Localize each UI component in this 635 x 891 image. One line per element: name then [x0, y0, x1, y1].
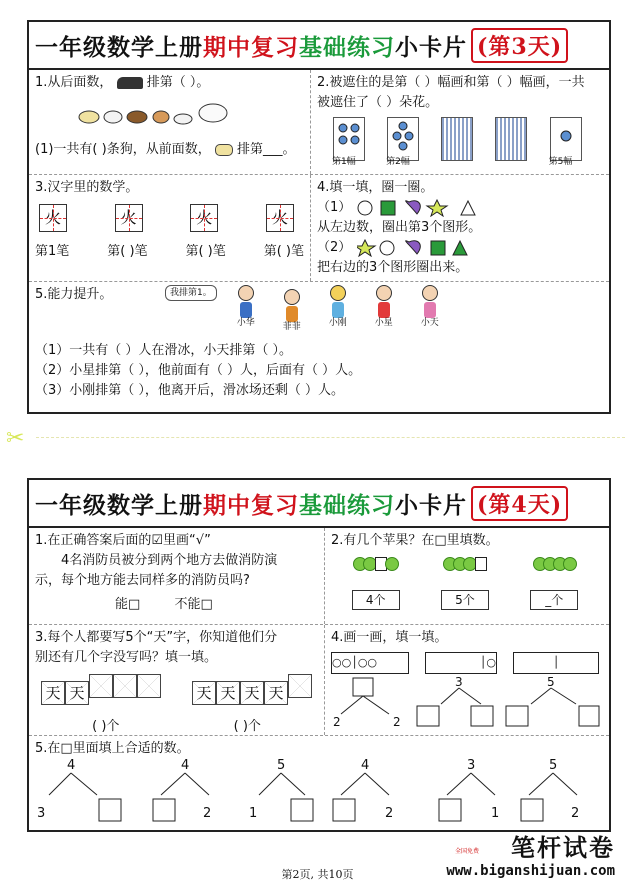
dot-box-partial: │○	[425, 652, 497, 674]
question-4	[311, 175, 605, 281]
card-day4	[27, 478, 611, 832]
question-text: 示，每个地方能去同样多的消防员吗?	[35, 573, 250, 588]
tree-right: 2	[571, 806, 580, 821]
tree-top: 5	[549, 759, 558, 773]
sub-question: （1）一共有（ ）人在滑冰，小天排第（ ）。	[35, 343, 293, 358]
speech-bubble: 我排第1。	[165, 285, 217, 301]
caption: 第5幅	[548, 157, 573, 167]
question-text: 4.填一填，圈一圈。	[317, 180, 434, 195]
char-stroke-box: 火	[115, 204, 143, 232]
kid-name: 小天	[420, 318, 439, 328]
dot-box-empty: │	[513, 652, 599, 674]
grid-empty	[288, 674, 312, 698]
tree-top-label: 5	[547, 676, 555, 689]
question-2	[325, 528, 605, 624]
answer-box[interactable]: 5个	[441, 590, 489, 610]
kid-figure	[361, 285, 407, 329]
caption: 第1幅	[332, 157, 356, 167]
answer-box[interactable]: _个	[530, 590, 578, 610]
page-number: 第2页, 共10页	[281, 868, 354, 881]
dot-box-full: ○○│○○	[331, 652, 409, 674]
kid-name: 小华	[236, 318, 255, 328]
cut-line	[36, 437, 625, 438]
sub-question: （2）小星排第（ ），他前面有（ ）人，后面有（ ）人。	[35, 363, 362, 378]
writing-grid-1	[41, 674, 161, 705]
question-text: 4.画一画，填一填。	[331, 630, 448, 645]
grid-char: 天	[192, 681, 216, 705]
kid-figure	[315, 285, 361, 329]
tree-top: 4	[67, 759, 76, 773]
grid-char: 天	[41, 681, 65, 705]
option-no[interactable]: 不能□	[174, 597, 213, 612]
char-stroke-box: 火	[190, 204, 218, 232]
covered-card-3	[441, 117, 473, 161]
covered-card-4	[495, 117, 527, 161]
tree-right: 1	[491, 806, 500, 821]
triangle-icon	[453, 241, 467, 255]
sub-label: （1）	[317, 200, 352, 215]
kid-name: 菲菲	[282, 322, 301, 332]
card-title	[29, 20, 609, 70]
kid-figure	[223, 285, 269, 329]
flower-icon	[551, 118, 581, 154]
shapes-row-2	[357, 239, 507, 257]
title-part: 一年级数学上册	[35, 491, 203, 519]
title-part: 期中复习	[203, 491, 299, 519]
answer-box[interactable]: 4个	[352, 590, 400, 610]
grid-char: 天	[264, 681, 288, 705]
tree-top-label: 3	[455, 676, 463, 689]
question-text: (1)一共有( )条狗，从前面数，	[35, 142, 211, 157]
stroke-label: 第( )笔	[107, 244, 148, 259]
kid-name: 小星	[374, 318, 393, 328]
kid-name: 小刚	[328, 318, 347, 328]
question-text: 被遮住了（ ）朵花。	[317, 95, 439, 110]
question-3	[29, 625, 325, 735]
title-part: 一年级数学上册	[35, 33, 203, 61]
question-1	[29, 528, 325, 624]
number-trees	[331, 676, 601, 728]
sub-label: （2）	[317, 240, 352, 255]
picture-card-5	[548, 117, 582, 167]
tree-top: 4	[181, 759, 190, 773]
question-text: 3.汉字里的数学。	[35, 180, 139, 195]
dog-icon	[215, 144, 233, 156]
tree-left-label: 2	[333, 715, 341, 728]
question-text: 把右边的3个图形圈出来。	[317, 260, 469, 275]
stroke-label: 第1笔	[35, 244, 70, 259]
question-text: 1.在正确答案后面的☑里画“√”	[35, 533, 211, 548]
question-text: 别还有几个字没写吗？填一填。	[35, 650, 218, 665]
kid-figure	[269, 289, 315, 333]
dog-icon	[117, 77, 143, 89]
picture-card-2	[386, 117, 419, 167]
question-2	[311, 70, 605, 174]
grid-empty	[113, 674, 137, 698]
picture-card-1	[332, 117, 365, 167]
tree-left: 1	[249, 806, 258, 821]
question-4	[325, 625, 605, 735]
tree-right: 2	[203, 806, 212, 821]
question-text: 5.能力提升。	[35, 287, 113, 302]
question-text: 排第___。	[236, 142, 296, 157]
heart-icon	[406, 201, 421, 214]
question-text: 2.有几个苹果？在□里填数。	[331, 533, 499, 548]
question-text: 4名消防员被分到两个地方去做消防演	[61, 553, 278, 568]
brand-url[interactable]: www.biganshijuan.com	[446, 863, 615, 879]
card-day3	[27, 20, 611, 414]
card-title	[29, 478, 609, 528]
answer-blank[interactable]: ( )个	[233, 719, 261, 734]
question-text: 3.每个人都要写5个“天”字，你知道他们分	[35, 630, 278, 645]
tree-right: 2	[385, 806, 394, 821]
question-5	[29, 736, 609, 834]
triangle-icon	[461, 201, 475, 215]
tree-top: 3	[467, 759, 476, 773]
stroke-label: 第( )笔	[263, 244, 304, 259]
title-part: 基础练习	[299, 33, 395, 61]
option-yes[interactable]: 能□	[115, 597, 141, 612]
kid-figure	[407, 285, 453, 329]
star-icon	[427, 200, 447, 216]
tree-right-label: 2	[393, 715, 401, 728]
grid-empty	[89, 674, 113, 698]
question-5	[29, 282, 609, 414]
grid-char: 天	[216, 681, 240, 705]
flower-icon	[334, 118, 364, 154]
apple-group	[445, 557, 487, 578]
dogs-illustration	[77, 99, 237, 129]
day-badge: (第3天)	[471, 28, 568, 63]
tree-top: 4	[361, 759, 370, 773]
char-stroke-box: 火	[39, 204, 67, 232]
scissors-icon: ✂	[6, 426, 25, 451]
shapes-row-1	[357, 199, 507, 217]
brand-tag: 全国免费	[454, 848, 479, 855]
stroke-label: 第( )笔	[185, 244, 226, 259]
day-badge: (第4天)	[471, 486, 568, 521]
sub-question: （3）小刚排第（ ），他离开后，滑冰场还剩（ ）人。	[35, 383, 345, 398]
tree-left: 3	[37, 806, 46, 821]
star-icon	[357, 240, 375, 256]
question-text: 2.被遮住的是第（ ）幅画和第（ ）幅画，一共	[317, 75, 585, 90]
question-text: 5.在□里面填上合适的数。	[35, 741, 190, 756]
grid-char: 天	[65, 681, 89, 705]
question-3	[29, 175, 311, 281]
title-part: 小卡片	[395, 491, 467, 519]
heart-icon	[406, 241, 421, 254]
decomposition-trees	[35, 759, 601, 829]
question-text: 从左边数，圈出第3个图形。	[317, 220, 482, 235]
title-part: 期中复习	[203, 33, 299, 61]
apple-group	[535, 557, 575, 578]
title-part: 小卡片	[395, 33, 467, 61]
flower-icon	[388, 118, 418, 154]
caption: 第2幅	[386, 157, 410, 167]
question-text: 排第（ ）。	[146, 75, 210, 90]
brand-name: 笔杆试卷	[511, 833, 615, 862]
grid-char: 天	[240, 681, 264, 705]
question-1	[29, 70, 311, 174]
question-text: 1.从后面数，	[35, 75, 113, 90]
apple-group	[355, 557, 397, 578]
char-stroke-box: 火	[266, 204, 294, 232]
title-part: 基础练习	[299, 491, 395, 519]
answer-blank[interactable]: ( )个	[92, 719, 120, 734]
writing-grid-2	[192, 674, 312, 705]
tree-top: 5	[277, 759, 286, 773]
grid-empty	[137, 674, 161, 698]
